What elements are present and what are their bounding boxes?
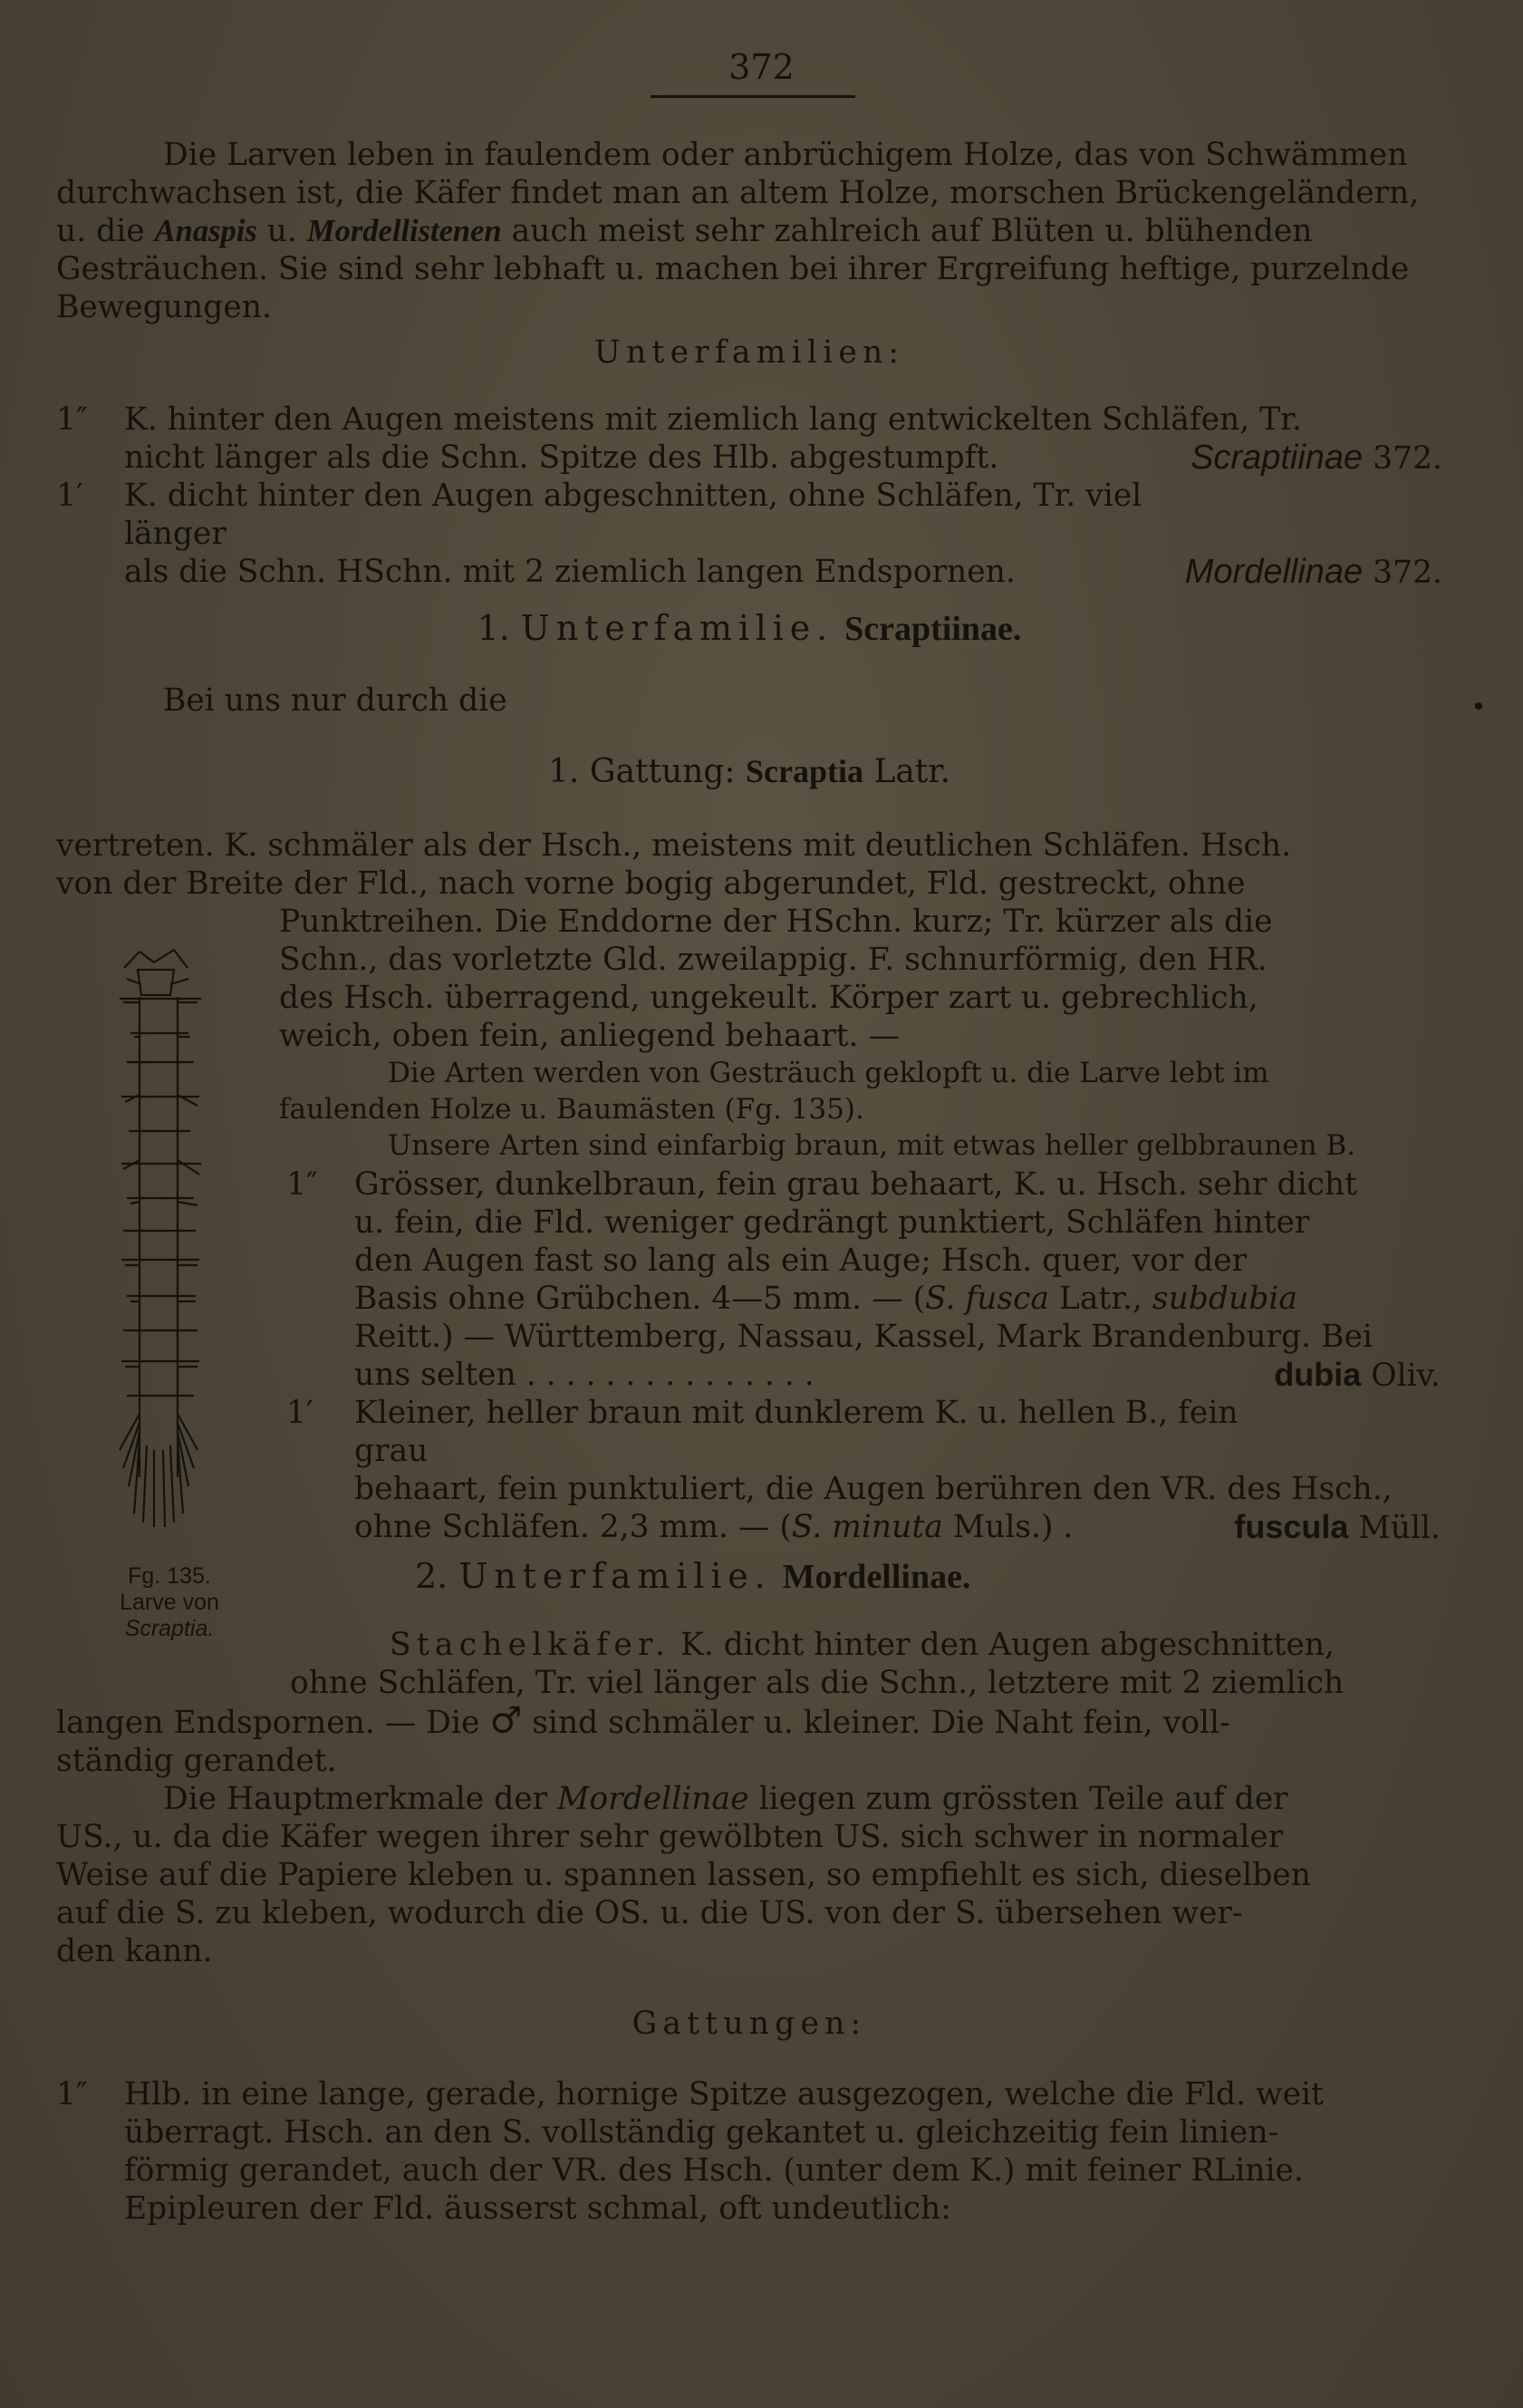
genus-description-cont: Punktreihen. Die Enddorne der HSchn. kurz; Tr. kürzer als die Schn., das vorletzte Gld. zweilappig. F. schnurförmig, den HR. des Hsch. überragend, ungekeult. Körper zart u. gebrechlich, weich, oben fein, anliegend behaart. — Die Arten werden von Gesträuch geklopft u. die Larve lebt im faulenden Holze u. Baumästen (Fg. 135). Unsere Arten sind einfarbig braun, mit etwas heller gelbbraunen B. (279, 904, 1356, 1162)
intro-line: Bewegungen. (56, 289, 272, 325)
taxon-scraptiinae-heading: Scraptiinae. (844, 610, 1022, 648)
species-fuscula: fuscula (1234, 1508, 1349, 1545)
key-couplet-a: 1″ K. hinter den Augen meistens mit ziemlich lang entwickelten Schläfen, Tr. nicht länger als die Schn. Spitze des Hlb. abgestumpft. Scraptiinae 372. (56, 401, 1442, 477)
genus-name-anaspis: Anaspis (154, 214, 257, 248)
key-marker: 1″ (56, 2076, 88, 2113)
taxon-mordellinae-heading: Mordellinae. (782, 1558, 971, 1596)
subfamily-1-intro: Bei uns nur durch die (163, 682, 507, 719)
intro-line: Gesträuchen. Sie sind sehr lebhaft u. machen bei ihrer Ergreifung heftige, purzelnde (56, 251, 1410, 287)
intro-paragraph (56, 136, 1442, 326)
print-speck (1475, 702, 1482, 710)
genus-scraptia: Scraptia (745, 753, 863, 789)
intro-line: u. die Anaspis u. Mordellistenen auch meist sehr zahlreich auf Blüten u. blühenden (56, 213, 1313, 249)
subfamily-2-desc: langen Endspornen. — Die ♂ sind schmäler u. kleiner. Die Naht fein, voll- ständig gerandet. Die Hauptmerkmale der Mordellinae liegen zum grössten Teile auf der US., u. da die Käfer wegen ihrer sehr gewölbten US. sich schwer in normaler Weise auf die Papiere kleben u. spannen lassen, so empfiehlt es sich, dieselben auf die S. zu kleben, wodurch die OS. u. die US. von der S. übersehen wer- den kann. (56, 1700, 1311, 1969)
key-marker: 1′ (56, 478, 83, 514)
subfamily-key (56, 401, 1442, 592)
genera-key (56, 2075, 1442, 2228)
group-name-mordellistenen: Mordellistenen (306, 214, 502, 248)
subfamily-2-desc-top: Stachelkäfer. K. dicht hinter den Augen abgeschnitten, (390, 1627, 1335, 1663)
larva-figure (83, 943, 246, 1532)
page-number: 372 (728, 47, 795, 87)
species-key (286, 1165, 1441, 1547)
key-marker: 1″ (286, 1166, 318, 1203)
larva-illustration (83, 943, 246, 1532)
subfamily-1-heading: 1. Unterfamilie. Scraptiinae. (477, 608, 1022, 648)
common-name-stachelkaefer: Stachelkäfer. (390, 1627, 671, 1663)
genus-description: vertreten. K. schmäler als der Hsch., meistens mit deutlichen Schläfen. Hsch. von der Breite der Fld., nach vorne bogig abgerundet, Fld. gestreckt, ohne (56, 827, 1292, 902)
genera-couplet: 1″ Hlb. in eine lange, gerade, hornige Spitze ausgezogen, welche die Fld. weit überragt. Hsch. an den S. vollständig gekantet u. gleichzeitig fein linien- förmig gerandet, auch der VR. des Hsch. (unter dem K.) mit feiner RLinie. Epipleuren der Fld. äusserst schmal, oft undeutlich: (56, 2076, 1324, 2227)
taxon-scraptiinae: Scraptiinae (1190, 439, 1364, 477)
intro-line: Die Larven leben in faulendem oder anbrüchigem Holze, das von Schwämmen (163, 137, 1408, 173)
taxon-mordellinae: Mordellinae (1184, 553, 1364, 591)
key-couplet-b: 1′ K. dicht hinter den Augen abgeschnitten, ohne Schläfen, Tr. viel länger als die Schn. HSchn. mit 2 ziemlich langen Endspornen. Mordellinae 372. (56, 478, 1442, 591)
subfamily-2-desc-line: ohne Schläfen, Tr. viel länger als die Schn., letztere mit 2 ziemlich (290, 1665, 1345, 1701)
key-marker: 1″ (56, 401, 88, 438)
species-couplet-b: 1′ Kleiner, heller braun mit dunklerem K. u. hellen B., fein grau behaart, fein punktuliert, die Augen berühren den VR. des Hsch., ohne Schläfen. 2,3 mm. — (S. minuta Muls.) . fuscula Müll. (286, 1395, 1441, 1546)
intro-line: durchwachsen ist, die Käfer findet man an altem Holze, morschen Brückengeländern, (56, 175, 1420, 211)
species-dubia: dubia (1274, 1356, 1362, 1393)
figure-caption: Fg. 135. Larve von Scraptia. (120, 1563, 219, 1641)
key-marker: 1′ (286, 1395, 313, 1431)
genus-1-heading: 1. Gattung: Scraptia Latr. (548, 753, 950, 790)
subfamilies-heading: Unterfamilien: (593, 334, 905, 371)
page-number-rule (651, 95, 855, 98)
genera-heading: Gattungen: (631, 2006, 867, 2042)
species-couplet-a: 1″ Grösser, dunkelbraun, fein grau behaart, K. u. Hsch. sehr dicht u. fein, die Fld. weniger gedrängt punktiert, Schläfen hinter den Augen fast so lang als ein Auge; Hsch. quer, vor der Basis ohne Grübchen. 4—5 mm. — (S. fusca Latr., subdubia Reitt.) — Württemberg, Nassau, Kassel, Mark Brandenburg. Bei uns selten . . . . . . . . . . . . . . . dubia Oliv. (286, 1166, 1441, 1394)
subfamily-2-heading: 2. Unterfamilie. Mordellinae. (415, 1556, 971, 1596)
